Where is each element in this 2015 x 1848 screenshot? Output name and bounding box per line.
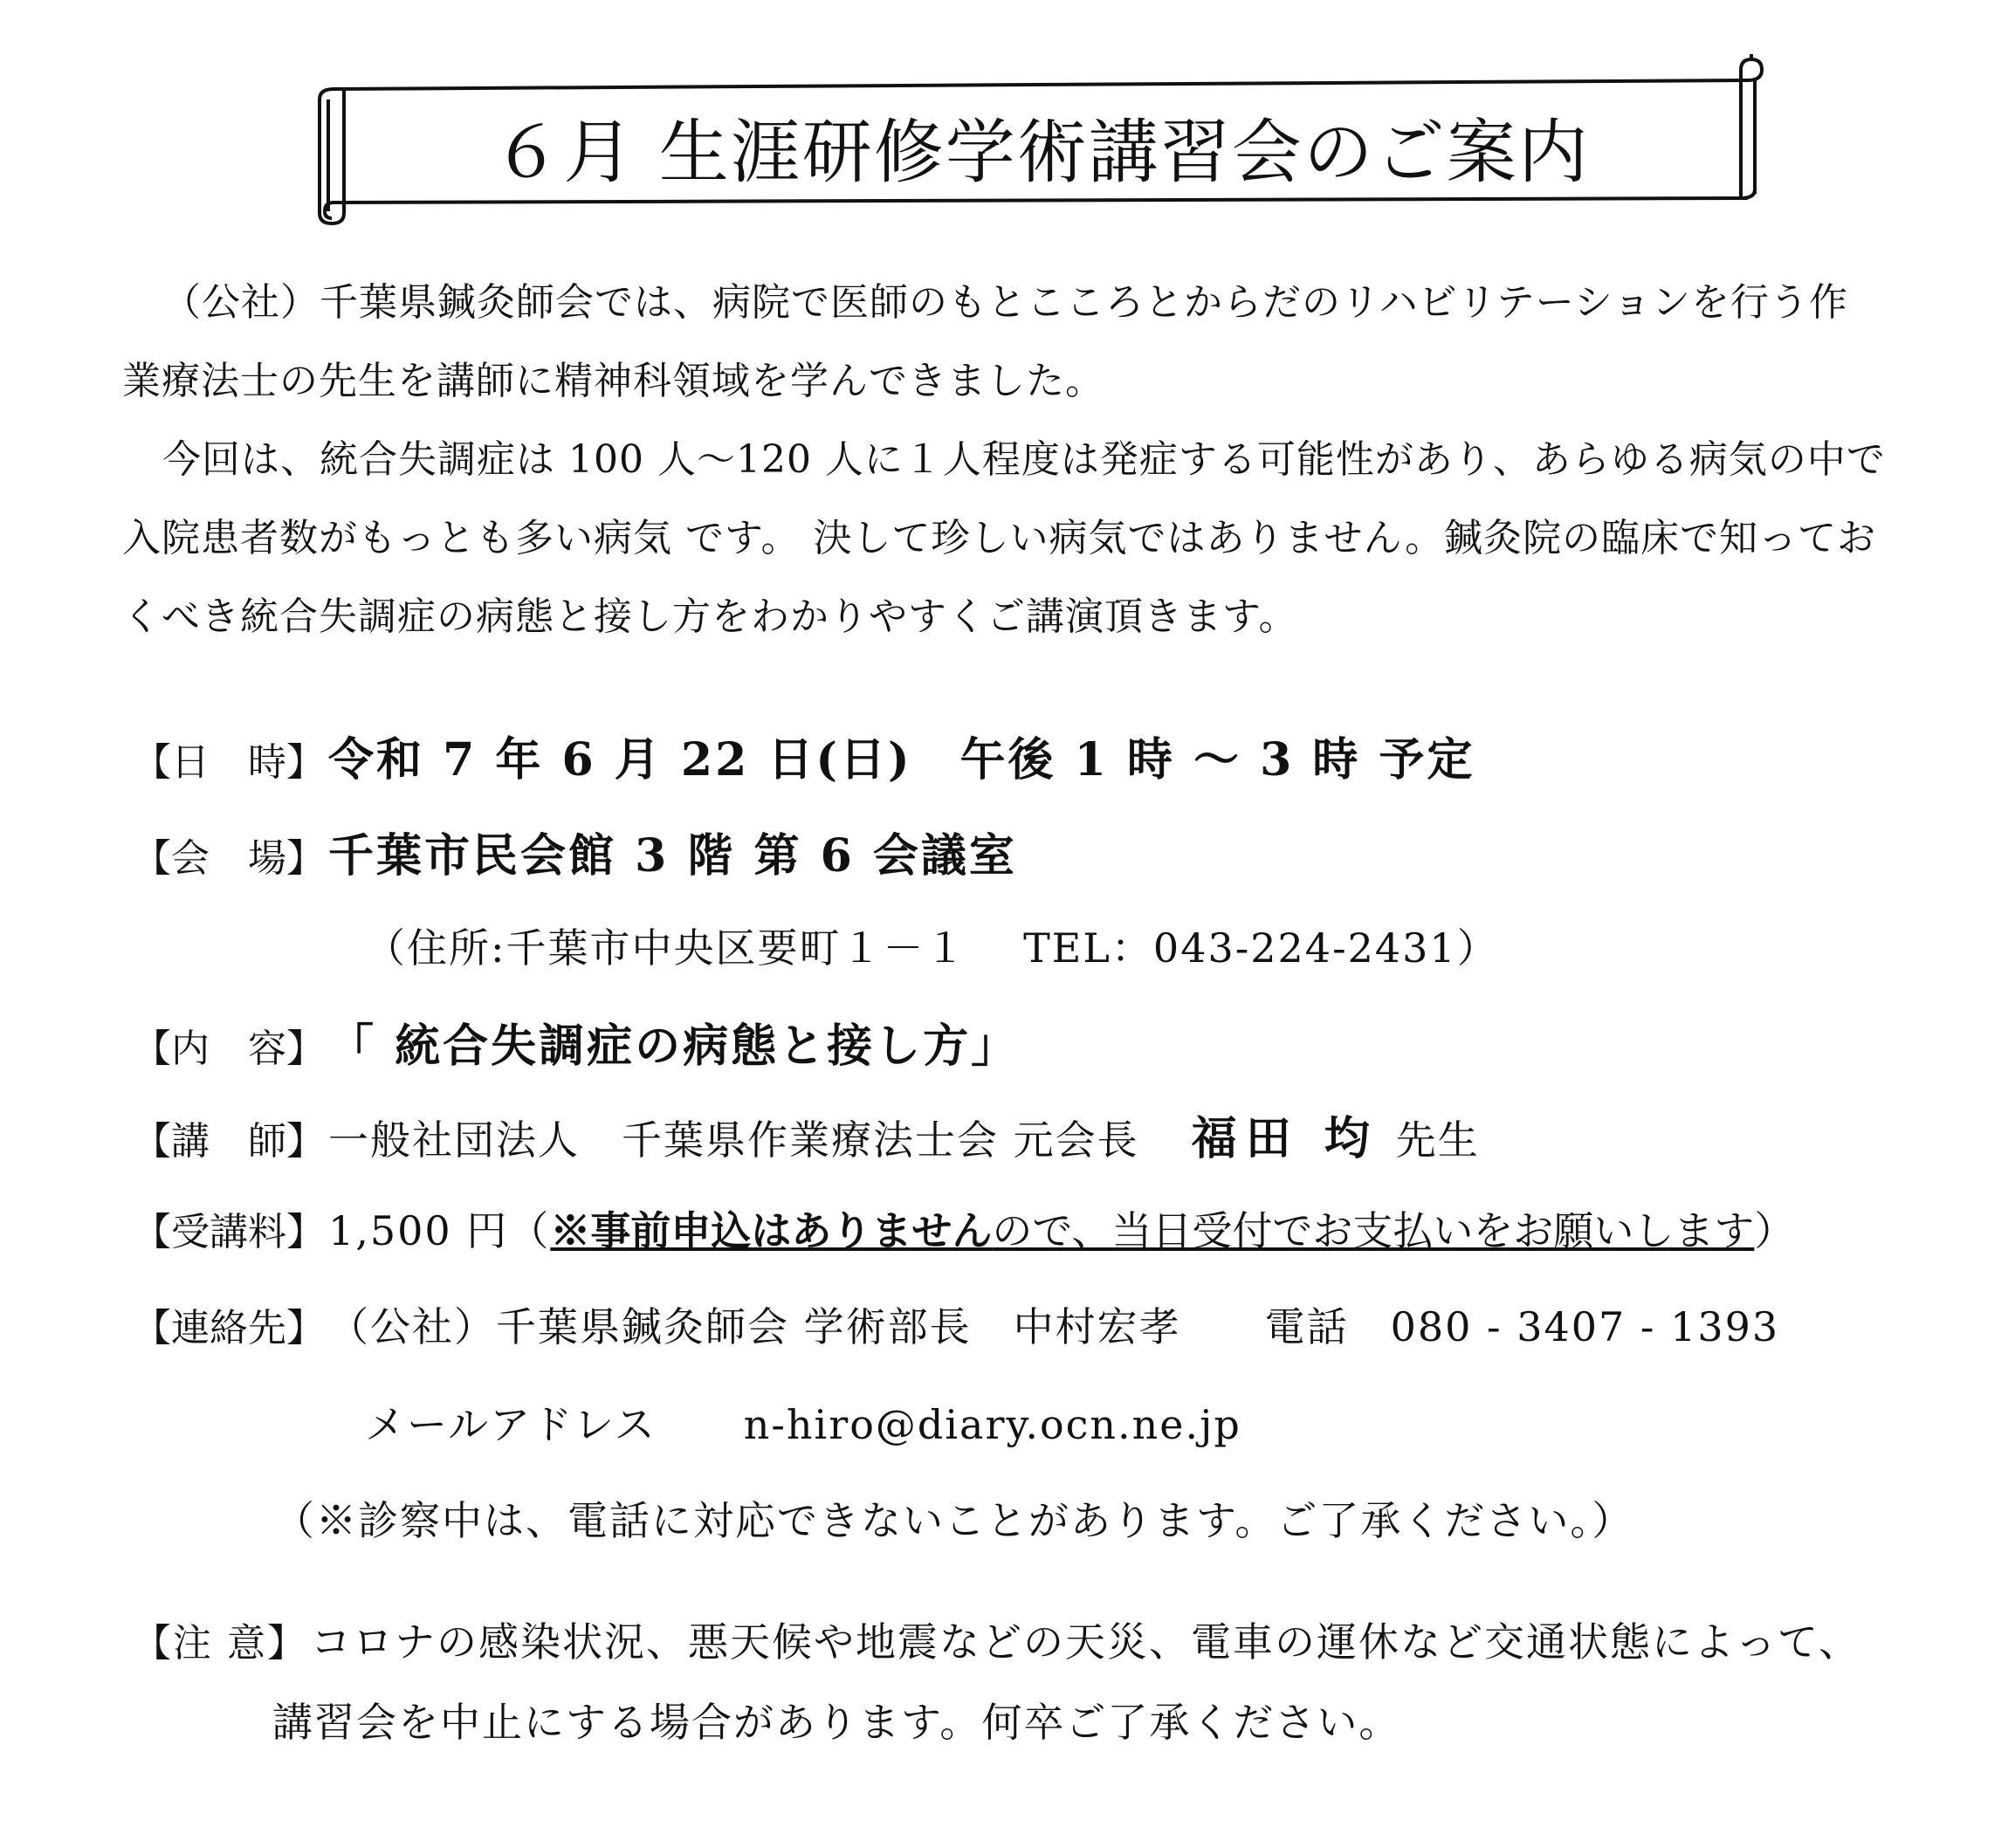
content-label: 【内 容】: [133, 1027, 325, 1071]
intro-text: [122, 264, 1886, 656]
fee-note-rest: ので、当日受付でお支払いをお願いします: [992, 1207, 1755, 1254]
fee-close: ）: [1754, 1207, 1795, 1254]
phone-note: （※診察中は、電話に対応できないことがあります。ご了承ください。）: [274, 1497, 1634, 1544]
lecturer-label: 【講 師】: [133, 1119, 325, 1164]
notice-label: 【注 意】: [133, 1621, 307, 1666]
datetime-label: 【日 時】: [133, 740, 325, 785]
venue-row: [133, 819, 1017, 884]
venue-label: 【会 場】: [133, 836, 325, 881]
contact-value: （公社）千葉県鍼灸師会 学術部長 中村宏孝 電話 080 - 3407 - 1393: [328, 1303, 1780, 1350]
notice-text-1: コロナの感染状況、悪天候や地震などの天災、電車の運休など交通状態によって、: [311, 1618, 1861, 1666]
fee-row: [133, 1199, 1794, 1257]
venue-value: 千葉市民会館 3 階 第 6 会議室: [328, 829, 1017, 883]
datetime-value: 令和 7 年 6 月 22 日(日) 午後 1 時 ～ 3 時 予定: [328, 733, 1475, 787]
intro-paragraph-2: 今回は、統合失調症は 100 人～120 人に１人程度は発症する可能性があり、あらゆる病気の中で入院患者数がもっとも多い病気 です。 決して珍しい病気ではありません。鍼灸院の臨床で知っておくべき統合失調症の病態と接し方をわかりやすくご講演頂きます。: [122, 437, 1886, 639]
fee-label: 【受講料】: [133, 1210, 325, 1254]
lecturer-row: [133, 1102, 1480, 1167]
notice-block: [133, 1603, 1896, 1762]
content-row: [133, 1009, 1019, 1075]
contact-label: 【連絡先】: [133, 1306, 325, 1350]
content-value: 「 統合失調症の病態と接し方」: [328, 1020, 1020, 1073]
notice-line-2: 講習会を中止にする場合があります。何卒ご了承ください。: [272, 1699, 1401, 1746]
fee-note-bold: ※事前申込はありません: [550, 1207, 993, 1254]
email-value: n-hiro@diary.ocn.ne.jp: [743, 1401, 1241, 1448]
contact-row: [133, 1295, 1779, 1353]
lecturer-org: 一般社団法人 千葉県作業療法士会 元会長: [328, 1116, 1139, 1164]
lecturer-suffix: 先生: [1395, 1116, 1480, 1164]
datetime-row: [133, 723, 1475, 788]
page-title: ６月 生涯研修学術講習会のご案内: [492, 112, 1590, 193]
lecturer-name: 福田 均: [1191, 1112, 1379, 1165]
email-row: [365, 1393, 1241, 1451]
address-row: （住所:千葉市中央区要町１－１ TEL：043-224-2431）: [365, 924, 1499, 972]
fee-amount: 1,500 円（: [328, 1207, 551, 1254]
notice-line-1: [133, 1603, 1896, 1683]
email-label: メールアドレス: [365, 1401, 657, 1448]
title-banner: [316, 54, 1765, 229]
intro-paragraph-1: （公社）千葉県鍼灸師会では、病院で医師のもとこころとからだのリハビリテーションを行う作業療法士の先生を講師に精神科領域を学んできました。: [122, 280, 1849, 403]
